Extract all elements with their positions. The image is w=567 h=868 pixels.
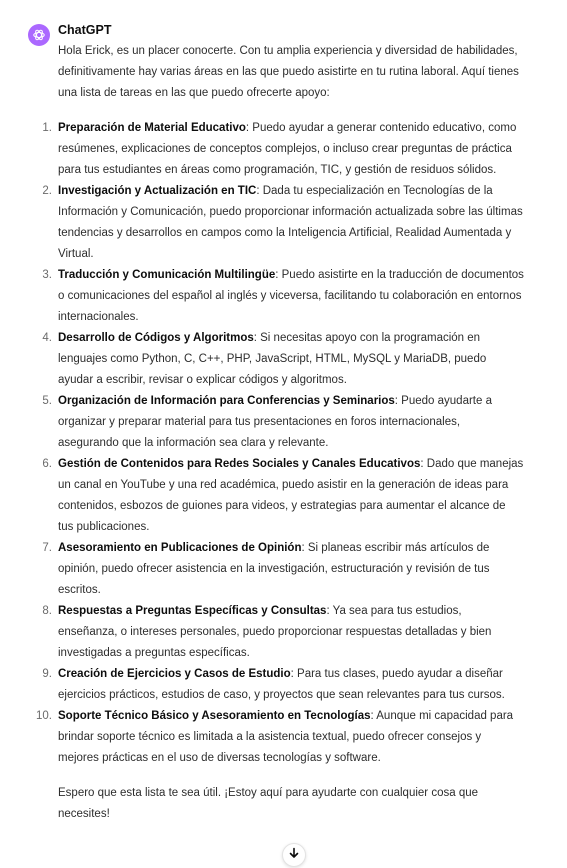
message-author: ChatGPT bbox=[58, 23, 112, 37]
item-title: Desarrollo de Códigos y Algoritmos bbox=[58, 332, 254, 344]
arrow-down-icon bbox=[288, 846, 300, 864]
list-item bbox=[42, 538, 524, 601]
list-number: 6. bbox=[42, 458, 52, 470]
item-title: Creación de Ejercicios y Casos de Estudio bbox=[58, 668, 291, 680]
item-text: : Dada tu especialización en Tecnologías de la Información y Comunicación, puedo proporcionar información actualizada sobre las últimas tendencias y desarrollos en campos como la Inteligencia Artificial, Realidad Aumentada y Virtual. bbox=[58, 185, 523, 260]
list-item bbox=[36, 706, 524, 769]
item-title: Traducción y Comunicación Multilingüe bbox=[58, 269, 276, 281]
chatgpt-avatar bbox=[28, 24, 50, 46]
list-number: 7. bbox=[42, 542, 52, 554]
item-title: Respuestas a Preguntas Específicas y Consultas bbox=[58, 605, 327, 617]
item-text: : Ya sea para tus estudios, enseñanza, o intereses personales, puedo proporcionar respuestas detalladas y bien investigadas a preguntas específicas. bbox=[58, 605, 492, 659]
item-title: Gestión de Contenidos para Redes Sociales y Canales Educativos bbox=[58, 458, 421, 470]
intro-paragraph: Hola Erick, es un placer conocerte. Con tu amplia experiencia y diversidad de habilidades, definitivamente hay varias áreas en las que puedo asistirte en tu rutina laboral. Aquí tienes una lista de tareas en las que puedo ofrecerte apoyo: bbox=[58, 45, 519, 99]
outro-paragraph: Espero que esta lista te sea útil. ¡Estoy aquí para ayudarte con cualquier cosa que necesites! bbox=[58, 787, 479, 820]
list-number: 2. bbox=[42, 185, 52, 197]
item-text: : Dado que manejas un canal en YouTube y una red académica, puedo asistir en la generación de ideas para contenidos, esbozos de guiones para videos, y estrategias para aumentar el alcance de tus publicaciones. bbox=[58, 458, 524, 533]
item-title: Organización de Información para Conferencias y Seminarios bbox=[58, 395, 395, 407]
message-body bbox=[36, 41, 524, 825]
item-text: : Si necesitas apoyo con la programación en lenguajes como Python, C, C++, PHP, JavaScript, HTML, MySQL y MariaDB, puedo ayudar a escribir, revisar o explicar códigos y algoritmos. bbox=[58, 332, 487, 386]
scroll-to-bottom-button[interactable] bbox=[282, 843, 306, 867]
item-text: : Si planeas escribir más artículos de opinión, puedo ofrecer asistencia en la investigación, estructuración y revisión de tus escritos. bbox=[58, 542, 490, 596]
item-text: : Puedo ayudarte a organizar y preparar material para tus presentaciones en foros internacionales, asegurando que la información sea clara y relevante. bbox=[58, 395, 492, 449]
list-item bbox=[42, 328, 524, 391]
list-item bbox=[42, 601, 524, 664]
item-title: Preparación de Material Educativo bbox=[58, 122, 246, 134]
list-number: 8. bbox=[42, 605, 52, 617]
item-text: : Puedo asistirte en la traducción de documentos o comunicaciones del español al inglés y viceversa, facilitando tu colaboración en entornos internacionales. bbox=[58, 269, 524, 323]
list-number: 9. bbox=[42, 668, 52, 680]
list-number: 1. bbox=[42, 122, 52, 134]
item-title: Investigación y Actualización en TIC bbox=[58, 185, 257, 197]
list-item bbox=[42, 391, 524, 454]
item-text: : Para tus clases, puedo ayudar a diseñar ejercicios prácticos, estudios de caso, y proyectos que sean relevantes para tus cursos. bbox=[58, 668, 505, 701]
list-number: 4. bbox=[42, 332, 52, 344]
list-item bbox=[42, 664, 524, 706]
list-item bbox=[42, 181, 524, 265]
item-text: : Puedo ayudar a generar contenido educativo, como resúmenes, explicaciones de conceptos complejos, o incluso crear preguntas de práctica para tus estudiantes en áreas como programación, TIC, y gestión de residuos sólidos. bbox=[58, 122, 517, 176]
list-item bbox=[42, 265, 524, 328]
list-number: 3. bbox=[42, 269, 52, 281]
list-item bbox=[42, 118, 524, 181]
item-title: Soporte Técnico Básico y Asesoramiento en Tecnologías bbox=[58, 710, 371, 722]
list-number: 5. bbox=[42, 395, 52, 407]
openai-logo-icon bbox=[32, 28, 46, 42]
list-number: 10. bbox=[36, 710, 52, 722]
item-title: Asesoramiento en Publicaciones de Opinión bbox=[58, 542, 302, 554]
task-list bbox=[36, 118, 524, 769]
list-item bbox=[42, 454, 524, 538]
item-text: : Aunque mi capacidad para brindar soporte técnico es limitada a la asistencia textual, puedo ofrecer consejos y mejores prácticas en el uso de diversas tecnologías y software. bbox=[58, 710, 514, 764]
